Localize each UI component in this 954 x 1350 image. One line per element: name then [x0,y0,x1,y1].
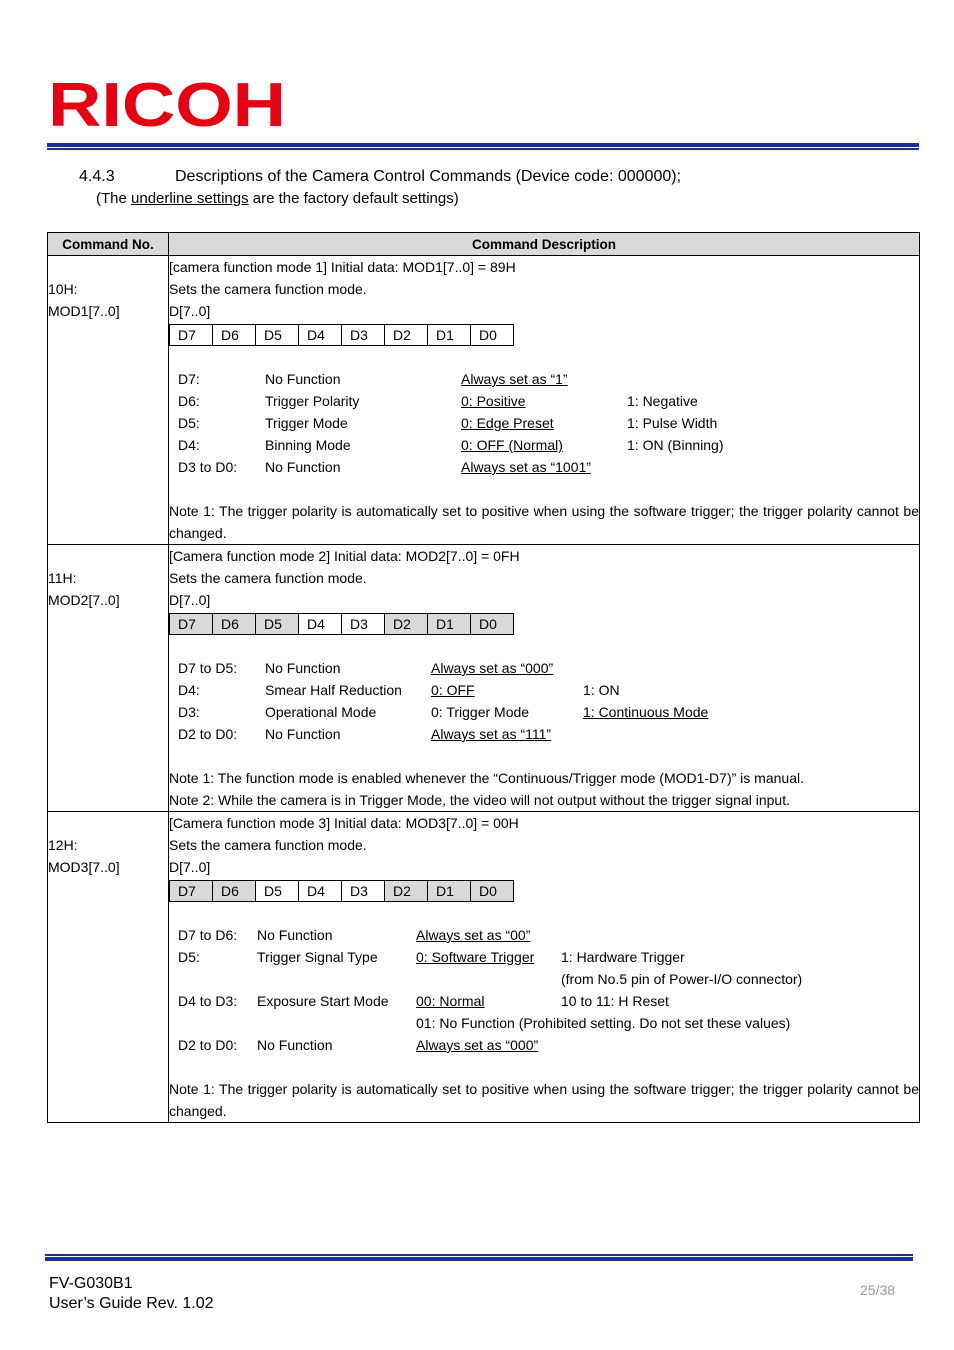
bit-cell: D3 [342,325,385,346]
command-cell [48,545,169,812]
header-rule [47,143,919,151]
table-row [48,812,920,1123]
bit-cell: D6 [213,881,256,902]
bit-cell: D6 [213,614,256,635]
description-sets: Sets the camera function mode. [169,837,367,853]
section-subtitle: (The underline settings are the factory default settings) [96,190,459,207]
underline-settings-label: underline settings [131,190,249,207]
bit-cell: D2 [385,325,428,346]
bit-cell: D7 [170,614,213,635]
bit-cell: D0 [471,881,514,902]
footer-guide-revision: User’s Guide Rev. 1.02 [49,1295,214,1312]
section-number: 4.4.3 [79,168,115,185]
bit-cell: D2 [385,881,428,902]
description-cell [169,545,920,812]
bit-cell: D3 [342,614,385,635]
bit-cell: D2 [385,614,428,635]
description-sets: Sets the camera function mode. [169,570,367,586]
footer-model: FV-G030B1 [49,1275,133,1292]
svg-text:RICOH: RICOH [48,74,286,130]
description-cell [169,256,920,545]
bit-map [169,880,514,902]
footer-rule [45,1254,913,1262]
note: Note 1: The trigger polarity is automatically set to positive when using the software trigger; the trigger polarity cannot be changed. [169,1081,919,1119]
description-cell [169,812,920,1123]
bit-definitions: D7 to D6: No Function Always set as “00” D5: Trigger Signal Type 0: Software Trigger 1: Hardware Trigger (from No.5 pin of Power-I/O connector) D4 to D3: Exposure Start Mode 00: Normal 10 to 11: H Reset 01: No Function (Prohibited setting. Do not set these values) D2 to D0: No Function Always set as “000” [178,927,803,1053]
bit-map [169,613,514,635]
table-row [48,256,920,545]
description-intro: [camera function mode 1] Initial data: MOD1[7..0] = 89H [169,259,516,275]
note: Note 2: While the camera is in Trigger Mode, the video will not output without the trigger signal input. [169,792,790,808]
bit-cell: D1 [428,614,471,635]
command-register: MOD3[7..0] [48,859,120,875]
bit-map [169,324,514,346]
description-dlabel: D[7..0] [169,592,211,608]
description-dlabel: D[7..0] [169,303,211,319]
description-intro: [Camera function mode 3] Initial data: MOD3[7..0] = 00H [169,815,519,831]
bit-cell: D6 [213,325,256,346]
bit-cell: D0 [471,614,514,635]
bit-cell: D7 [170,881,213,902]
bit-cell: D1 [428,881,471,902]
bit-definitions: D7 to D5: No Function Always set as “000” D4: Smear Half Reduction 0: OFF 1: ON D3: Operational Mode 0: Trigger Mode 1: Continuous Mode D2 to D0: No Function Always set as “111” [178,660,709,742]
bit-cell: D1 [428,325,471,346]
bit-cell: D7 [170,325,213,346]
section-heading [79,168,681,186]
bit-cell: D5 [256,881,299,902]
bit-cell: D4 [299,325,342,346]
page-number: 25/38 [860,1282,896,1298]
command-cell [48,812,169,1123]
bit-cell: D0 [471,325,514,346]
header-command-description: Command Description [169,233,920,256]
command-code: 12H: [48,837,78,853]
bit-definitions: D7: No Function Always set as “1” D6: Trigger Polarity 0: Positive 1: Negative D5: Trigger Mode 0: Edge Preset 1: Pulse Width D4: Binning Mode 0: OFF (Normal) 1: ON (Binning) D3 to D0: No Function Always set as “1001” [178,371,724,475]
table-row [48,545,920,812]
bit-cell: D4 [299,881,342,902]
command-register: MOD1[7..0] [48,303,120,319]
command-table [47,232,920,1123]
bit-cell: D4 [299,614,342,635]
note: Note 1: The trigger polarity is automatically set to positive when using the software trigger; the trigger polarity cannot be changed. [169,503,919,541]
command-code: 11H: [48,570,77,586]
command-register: MOD2[7..0] [48,592,120,608]
command-cell [48,256,169,545]
description-sets: Sets the camera function mode. [169,281,367,297]
bit-cell: D3 [342,881,385,902]
ricoh-logo [48,74,288,130]
table-header-row [48,233,920,256]
section-title: Descriptions of the Camera Control Commands (Device code: 000000); [175,168,682,185]
bit-cell: D5 [256,614,299,635]
bit-cell: D5 [256,325,299,346]
description-dlabel: D[7..0] [169,859,211,875]
description-intro: [Camera function mode 2] Initial data: MOD2[7..0] = 0FH [169,548,520,564]
command-code: 10H: [48,281,78,297]
note: Note 1: The function mode is enabled whenever the “Continuous/Trigger mode (MOD1-D7)” is manual. [169,770,804,786]
header-command-no: Command No. [48,233,169,256]
